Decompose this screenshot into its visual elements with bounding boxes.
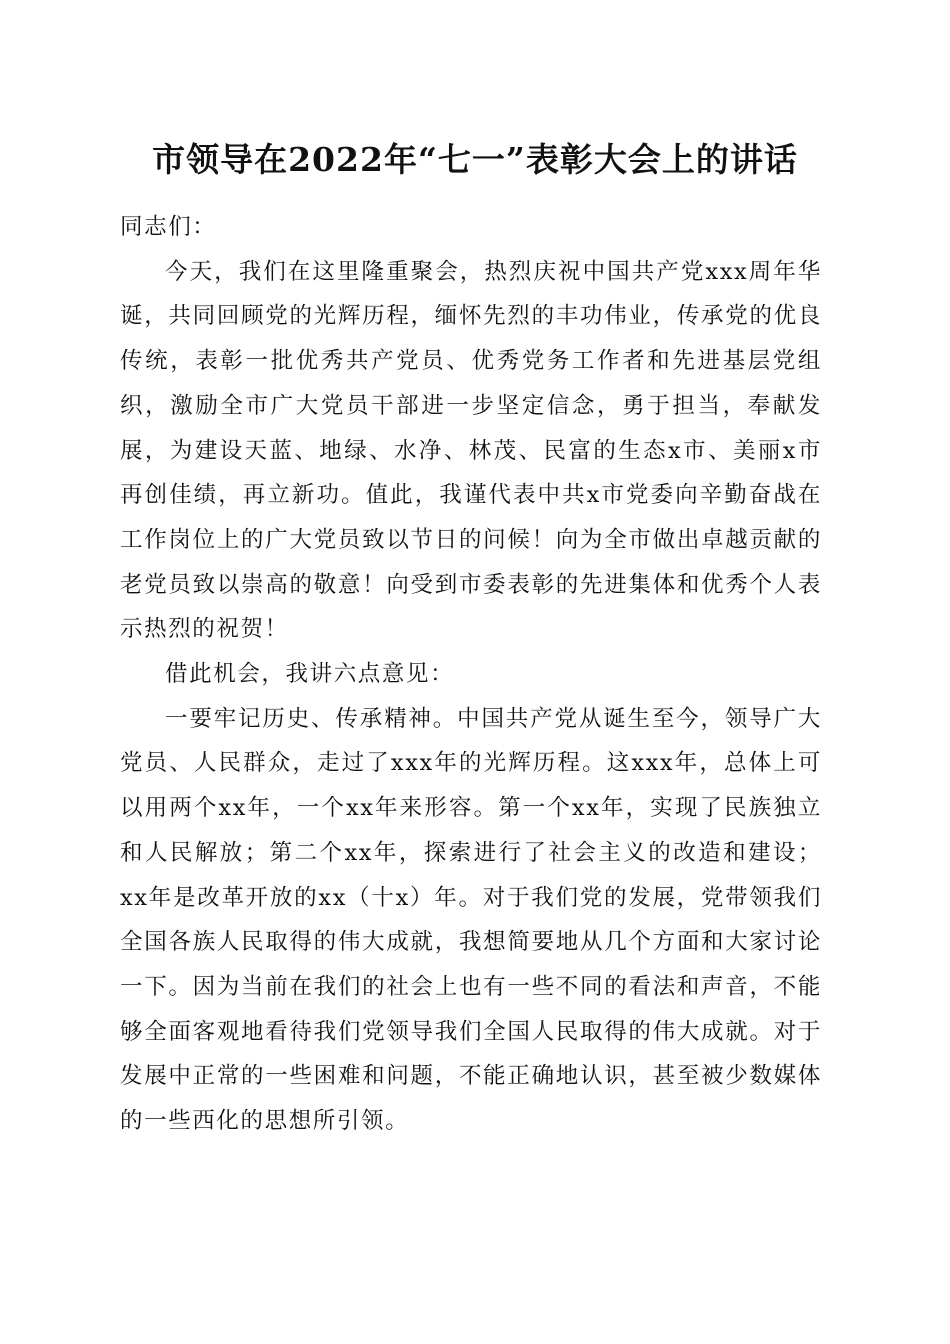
paragraph-opening: 今天，我们在这里隆重聚会，热烈庆祝中国共产党xxx周年华诞，共同回顾党的光辉历程，缅怀先烈的丰功伟业，传承党的优良传统，表彰一批优秀共产党员、优秀党务工作者和先进基层党组织，激励全市广大党员干部进一步坚定信念，勇于担当，奉献发展，为建设天蓝、地绿、水净、林茂、民富的生态x市、美丽x市再创佳绩，再立新功。值此，我谨代表中共x市党委向辛勤奋战在工作岗位上的广大党员致以节日的问候！向为全市做出卓越贡献的老党员致以崇高的敬意！向受到市委表彰的先进集体和优秀个人表示热烈的祝贺！ <box>120 258 822 643</box>
salutation: 同志们： <box>120 214 217 240</box>
document-title: 市领导在2022年“七一”表彰大会上的讲话 <box>152 140 798 179</box>
paragraph-point-one: 一要牢记历史、传承精神。中国共产党从诞生至今，领导广大党员、人民群众，走过了xxx年的光辉历程。这xxx年，总体上可以用两个xx年，一个xx年来形容。第一个xx年，实现了民族独立和人民解放；第二个xx年，探索进行了社会主义的改造和建设；xx年是改革开放的xx（十x）年。对于我们党的发展，党带领我们全国各族人民取得的伟大成就，我想简要地从几个方面和大家讨论一下。因为当前在我们的社会上也有一些不同的看法和声音，不能够全面客观地看待我们党领导我们全国人民取得的伟大成就。对于发展中正常的一些困难和问题，不能正确地认识，甚至被少数媒体的一些西化的思想所引领。 <box>120 705 822 1135</box>
document-body <box>120 205 822 1144</box>
paragraph-intro-points: 借此机会，我讲六点意见： <box>165 661 455 688</box>
